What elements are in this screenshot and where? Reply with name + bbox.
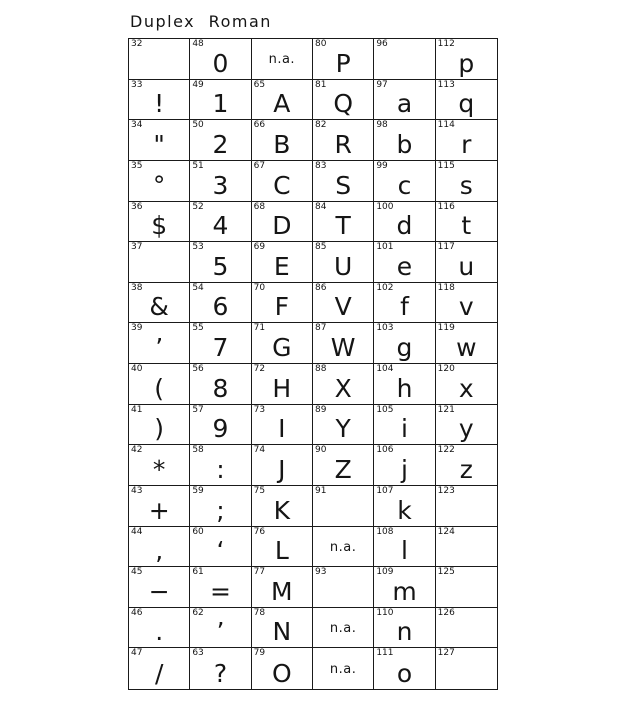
char-cell <box>129 364 190 405</box>
char-cell <box>374 567 435 608</box>
na-label: n.a. <box>329 621 357 637</box>
char-code: 35 <box>131 160 143 171</box>
na-label: n.a. <box>268 52 296 68</box>
char-code: 40 <box>131 364 143 374</box>
char-glyph: S <box>335 170 352 200</box>
char-code: 49 <box>192 79 204 90</box>
char-cell <box>374 405 435 446</box>
char-cell <box>190 39 251 80</box>
char-cell <box>252 486 313 527</box>
char-glyph: T <box>335 211 351 241</box>
char-glyph: ! <box>154 89 165 119</box>
char-code: 112 <box>437 39 455 49</box>
char-cell <box>190 161 251 202</box>
char-cell <box>190 120 251 161</box>
char-code: 107 <box>376 485 394 496</box>
char-code: 105 <box>376 404 394 415</box>
char-glyph: Z <box>334 454 352 484</box>
char-code: 100 <box>376 201 394 212</box>
char-cell <box>436 445 497 486</box>
char-code: 78 <box>253 607 266 618</box>
char-cell <box>129 445 190 486</box>
char-glyph: 4 <box>212 211 229 241</box>
char-glyph: n <box>396 617 413 647</box>
char-cell <box>436 527 497 568</box>
char-code: 34 <box>131 120 143 131</box>
char-code: 60 <box>192 526 204 537</box>
char-cell <box>252 202 313 243</box>
char-glyph: E <box>273 251 290 281</box>
char-code: 65 <box>253 79 266 90</box>
char-code: 102 <box>376 282 394 293</box>
char-code: 90 <box>314 445 327 456</box>
char-glyph: W <box>330 333 356 362</box>
char-glyph: , <box>155 536 164 566</box>
char-code: 47 <box>131 648 143 659</box>
char-code: 36 <box>131 201 143 212</box>
char-code: 38 <box>131 282 143 293</box>
char-code: 56 <box>192 364 204 374</box>
char-cell <box>313 80 374 121</box>
char-code: 104 <box>376 364 394 374</box>
char-glyph: r <box>461 129 472 159</box>
char-code: 32 <box>131 39 143 49</box>
char-cell <box>129 161 190 202</box>
char-glyph: q <box>458 89 475 119</box>
char-glyph: . <box>155 617 164 647</box>
char-cell <box>252 120 313 161</box>
char-glyph: B <box>273 129 291 159</box>
char-cell <box>252 648 313 689</box>
char-code: 83 <box>314 160 327 171</box>
char-glyph: c <box>397 170 412 200</box>
char-glyph: y <box>458 414 474 444</box>
char-cell <box>252 323 313 364</box>
char-cell <box>129 283 190 324</box>
char-code: 42 <box>131 445 143 456</box>
char-code: 113 <box>437 79 455 90</box>
char-glyph: D <box>272 211 292 241</box>
char-cell <box>190 648 251 689</box>
char-glyph: ) <box>154 414 165 444</box>
char-code: 98 <box>376 120 388 131</box>
char-glyph: ; <box>216 495 225 525</box>
char-code: 127 <box>437 648 455 659</box>
char-code: 57 <box>192 404 204 415</box>
char-cell <box>436 648 497 689</box>
char-code: 41 <box>131 404 143 415</box>
char-code: 44 <box>131 526 143 537</box>
char-glyph: f <box>400 292 409 322</box>
char-cell <box>252 445 313 486</box>
char-code: 103 <box>376 323 394 334</box>
char-code: 54 <box>192 282 204 293</box>
char-code: 77 <box>253 567 266 578</box>
char-cell-na <box>252 39 313 80</box>
char-glyph: 0 <box>212 48 229 78</box>
char-cell <box>190 80 251 121</box>
char-glyph: + <box>148 495 170 525</box>
char-glyph: k <box>397 495 412 525</box>
char-code: 108 <box>376 526 394 537</box>
char-code: 48 <box>192 39 204 49</box>
char-cell <box>374 648 435 689</box>
char-cell <box>313 39 374 80</box>
char-cell <box>374 323 435 364</box>
char-code: 125 <box>437 567 455 578</box>
char-cell <box>129 648 190 689</box>
char-cell <box>313 161 374 202</box>
char-code: 126 <box>437 607 455 618</box>
char-code: 80 <box>314 39 327 49</box>
char-cell <box>436 567 497 608</box>
char-cell <box>190 567 251 608</box>
char-cell <box>190 202 251 243</box>
char-code: 106 <box>376 445 394 456</box>
char-glyph: : <box>216 454 225 484</box>
char-code: 68 <box>253 201 266 212</box>
char-glyph: m <box>392 576 417 606</box>
char-code: 117 <box>437 242 455 253</box>
char-cell <box>374 527 435 568</box>
char-glyph: d <box>396 211 413 241</box>
char-code: 70 <box>253 282 266 293</box>
char-code: 114 <box>437 120 455 131</box>
char-glyph: 3 <box>212 170 229 200</box>
char-code: 39 <box>131 323 143 334</box>
char-cell <box>190 486 251 527</box>
char-glyph: o <box>396 659 413 688</box>
char-code: 96 <box>376 39 388 49</box>
char-glyph: P <box>335 48 351 78</box>
char-cell <box>374 80 435 121</box>
char-cell <box>129 405 190 446</box>
char-cell <box>436 283 497 324</box>
char-glyph: * <box>152 454 166 484</box>
char-glyph: p <box>458 48 475 78</box>
char-cell <box>436 608 497 649</box>
char-glyph: V <box>334 292 352 322</box>
char-glyph: g <box>396 333 413 362</box>
char-glyph: & <box>149 292 169 322</box>
char-glyph: u <box>458 251 475 281</box>
char-code: 46 <box>131 607 143 618</box>
char-glyph: / <box>154 659 164 688</box>
char-glyph: R <box>334 129 352 159</box>
char-cell <box>190 527 251 568</box>
char-glyph: j <box>401 454 408 484</box>
char-cell-na <box>313 648 374 689</box>
char-glyph: 1 <box>212 89 229 119</box>
char-cell <box>374 486 435 527</box>
char-glyph: b <box>396 129 413 159</box>
char-cell <box>190 405 251 446</box>
char-code: 53 <box>192 242 204 253</box>
char-cell <box>252 80 313 121</box>
char-glyph: a <box>396 89 413 119</box>
char-cell <box>190 608 251 649</box>
char-cell <box>374 608 435 649</box>
char-cell <box>129 527 190 568</box>
char-glyph: v <box>458 292 474 322</box>
char-code: 59 <box>192 485 204 496</box>
char-code: 74 <box>253 445 266 456</box>
char-glyph: x <box>458 373 474 403</box>
char-code: 85 <box>314 242 327 253</box>
char-cell <box>313 445 374 486</box>
char-glyph: z <box>459 454 473 484</box>
char-code: 76 <box>253 526 266 537</box>
char-cell <box>252 527 313 568</box>
char-cell <box>313 364 374 405</box>
char-code: 37 <box>131 242 143 253</box>
char-glyph: L <box>274 536 289 566</box>
char-cell <box>252 405 313 446</box>
char-glyph: M <box>271 576 293 606</box>
char-cell <box>252 283 313 324</box>
char-cell-na <box>313 527 374 568</box>
char-cell <box>374 242 435 283</box>
char-code: 99 <box>376 160 388 171</box>
char-code: 86 <box>314 282 327 293</box>
char-glyph: i <box>401 414 408 444</box>
char-cell <box>313 405 374 446</box>
char-cell <box>436 202 497 243</box>
char-cell <box>129 242 190 283</box>
char-code: 66 <box>253 120 266 131</box>
char-code: 52 <box>192 201 204 212</box>
char-cell <box>252 608 313 649</box>
char-cell <box>129 323 190 364</box>
char-cell <box>436 323 497 364</box>
char-cell-na <box>313 608 374 649</box>
char-code: 75 <box>253 485 266 496</box>
char-code: 43 <box>131 485 143 496</box>
char-glyph: l <box>401 536 408 566</box>
char-cell <box>252 242 313 283</box>
char-glyph: J <box>278 454 286 484</box>
char-code: 118 <box>437 282 455 293</box>
char-glyph: X <box>334 373 352 403</box>
char-cell <box>436 120 497 161</box>
char-glyph: $ <box>151 211 168 241</box>
char-cell <box>252 567 313 608</box>
char-cell <box>190 242 251 283</box>
char-code: 84 <box>314 201 327 212</box>
char-cell <box>436 405 497 446</box>
char-code: 81 <box>314 79 327 90</box>
char-code: 124 <box>437 526 455 537</box>
char-cell <box>129 202 190 243</box>
char-cell <box>190 323 251 364</box>
char-glyph: O <box>271 659 292 688</box>
char-code: 50 <box>192 120 204 131</box>
char-cell <box>190 364 251 405</box>
char-cell <box>374 39 435 80</box>
char-code: 58 <box>192 445 204 456</box>
char-code: 73 <box>253 404 266 415</box>
char-code: 61 <box>192 567 204 578</box>
char-glyph: " <box>153 129 165 159</box>
char-cell <box>129 567 190 608</box>
char-code: 51 <box>192 160 204 171</box>
char-code: 91 <box>314 485 327 496</box>
char-cell <box>436 486 497 527</box>
char-glyph: t <box>461 211 472 241</box>
char-code: 69 <box>253 242 266 253</box>
char-code: 101 <box>376 242 394 253</box>
char-code: 67 <box>253 160 266 171</box>
char-cell <box>313 283 374 324</box>
char-code: 116 <box>437 201 455 212</box>
char-glyph: I <box>278 414 286 444</box>
char-code: 62 <box>192 607 204 618</box>
na-label: n.a. <box>329 539 357 555</box>
char-cell <box>313 120 374 161</box>
char-code: 109 <box>376 567 394 578</box>
char-cell <box>374 120 435 161</box>
char-cell <box>313 323 374 364</box>
char-code: 115 <box>437 160 455 171</box>
char-glyph: 9 <box>212 414 229 444</box>
char-code: 119 <box>437 323 455 334</box>
char-code: 122 <box>437 445 455 456</box>
char-cell <box>374 161 435 202</box>
char-glyph: ° <box>152 170 166 200</box>
char-glyph: ( <box>154 373 165 403</box>
char-cell <box>313 202 374 243</box>
char-cell <box>313 486 374 527</box>
char-code: 93 <box>314 567 327 578</box>
char-code: 63 <box>192 648 204 659</box>
chart-title: Duplex Roman <box>130 12 272 31</box>
char-code: 82 <box>314 120 327 131</box>
char-cell <box>190 445 251 486</box>
char-glyph: w <box>456 333 477 362</box>
char-glyph: 6 <box>212 292 229 322</box>
char-cell <box>129 80 190 121</box>
char-glyph: C <box>273 170 291 200</box>
char-glyph: F <box>274 292 290 322</box>
char-code: 79 <box>253 648 266 659</box>
char-code: 87 <box>314 323 327 334</box>
char-code: 123 <box>437 485 455 496</box>
char-code: 110 <box>376 607 394 618</box>
char-code: 72 <box>253 364 266 374</box>
char-cell <box>436 161 497 202</box>
char-glyph: h <box>396 373 413 403</box>
char-glyph: Y <box>335 414 351 444</box>
char-cell <box>374 364 435 405</box>
char-cell <box>252 161 313 202</box>
char-glyph: − <box>148 576 170 606</box>
char-glyph: ? <box>213 659 228 688</box>
char-cell <box>436 242 497 283</box>
char-cell <box>436 80 497 121</box>
char-glyph: s <box>459 170 473 200</box>
char-glyph: N <box>272 617 292 647</box>
char-glyph: ’ <box>216 617 225 647</box>
char-code: 121 <box>437 404 455 415</box>
char-cell <box>190 283 251 324</box>
char-glyph: H <box>272 373 292 403</box>
char-glyph: Q <box>333 89 353 119</box>
char-cell <box>129 39 190 80</box>
char-glyph: 8 <box>212 373 229 403</box>
char-code: 89 <box>314 404 327 415</box>
char-cell <box>313 567 374 608</box>
char-code: 55 <box>192 323 204 334</box>
na-label: n.a. <box>329 662 357 678</box>
char-cell <box>374 202 435 243</box>
char-glyph: e <box>396 251 413 281</box>
char-cell <box>436 364 497 405</box>
char-glyph: 5 <box>212 251 229 281</box>
char-code: 111 <box>376 648 394 659</box>
char-cell <box>252 364 313 405</box>
char-cell <box>374 283 435 324</box>
char-glyph: U <box>334 251 353 281</box>
char-glyph: 7 <box>212 333 229 362</box>
char-code: 97 <box>376 79 388 90</box>
char-glyph: 2 <box>212 129 229 159</box>
char-code: 120 <box>437 364 455 374</box>
char-cell <box>129 608 190 649</box>
char-code: 33 <box>131 79 143 90</box>
char-glyph: K <box>273 495 291 525</box>
char-glyph: A <box>273 89 291 119</box>
char-cell <box>374 445 435 486</box>
char-code: 71 <box>253 323 266 334</box>
char-glyph: G <box>272 333 292 362</box>
char-code: 88 <box>314 364 327 374</box>
char-code: 45 <box>131 567 143 578</box>
char-glyph: ’ <box>155 333 164 362</box>
char-glyph: ‘ <box>216 536 225 566</box>
char-glyph: = <box>210 576 231 606</box>
char-table <box>128 38 498 690</box>
char-cell <box>129 120 190 161</box>
char-cell <box>129 486 190 527</box>
char-cell <box>313 242 374 283</box>
char-cell <box>436 39 497 80</box>
